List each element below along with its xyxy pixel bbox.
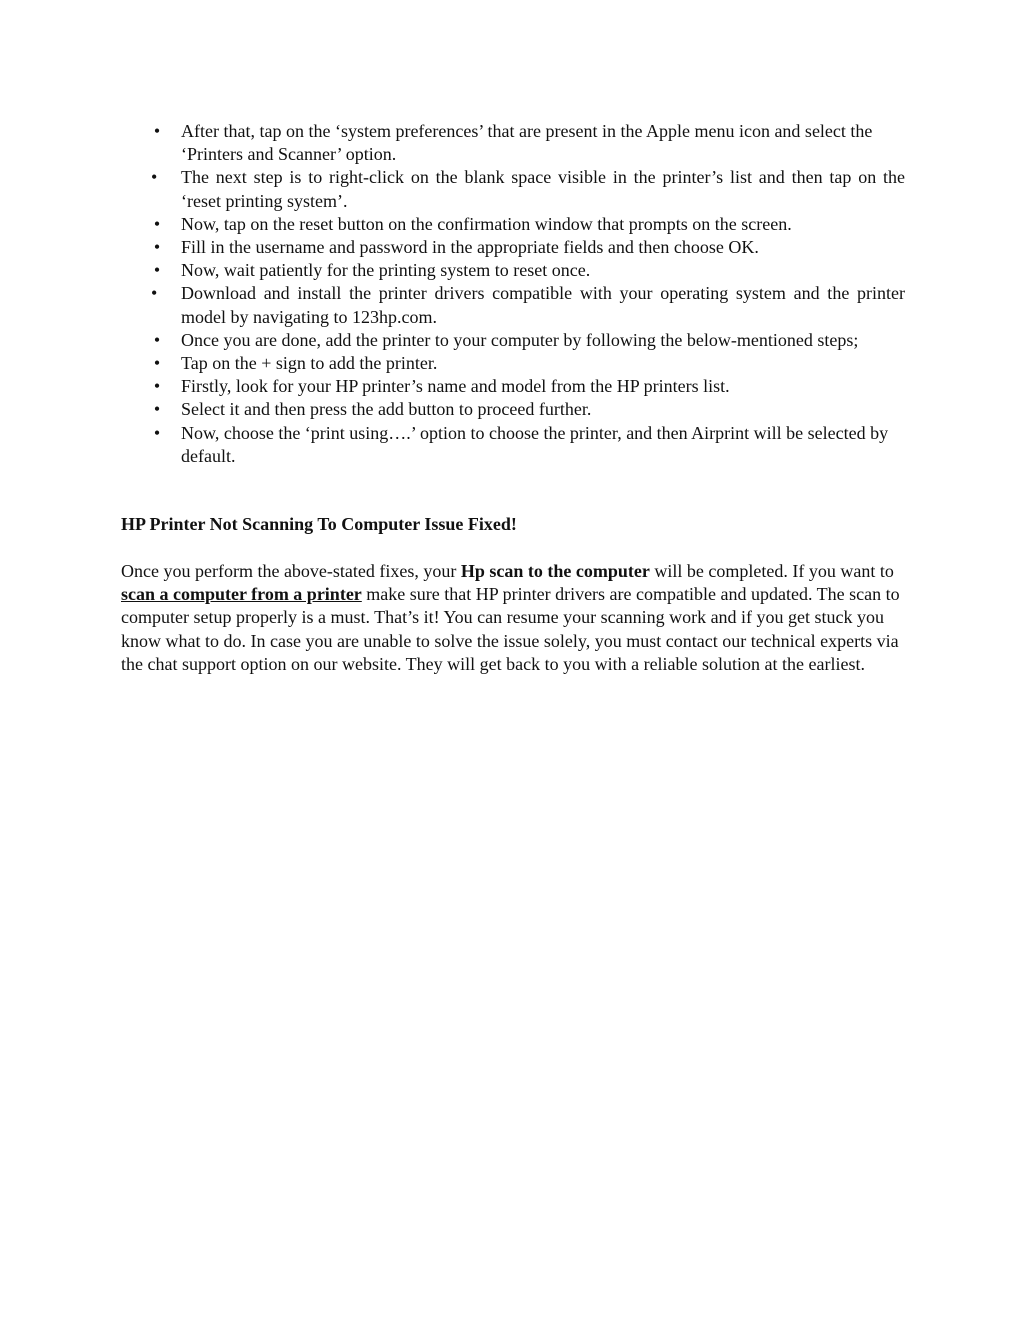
step-text: Now, wait patiently for the printing system to reset once. bbox=[181, 260, 591, 281]
step-text: Once you are done, add the printer to your computer by following the below-mentioned steps; bbox=[181, 329, 859, 350]
step-text: After that, tap on the ‘system preferences’ that are present in the Apple menu icon and select the ‘Printers and Scanner’ option. bbox=[181, 121, 873, 165]
steps-list bbox=[151, 120, 905, 468]
bullet-icon: • bbox=[151, 283, 158, 304]
list-item bbox=[153, 259, 905, 282]
step-text: Firstly, look for your HP printer’s name and model from the HP printers list. bbox=[181, 376, 730, 397]
step-text: Select it and then press the add button to proceed further. bbox=[181, 399, 592, 420]
paragraph-text: make sure that HP printer drivers are compatible and updated. The scan to computer setup properly is a must. That’s it! You can resume your scanning work and if you get stuck you know what to do. In case you are unable to solve the issue solely, you must contact our technical experts via the chat support option on our website. They will get back to you with a reliable solution at the earliest. bbox=[121, 584, 900, 674]
list-item bbox=[153, 422, 905, 468]
bullet-icon: • bbox=[153, 353, 161, 374]
scan-link[interactable]: scan a computer from a printer bbox=[121, 584, 362, 605]
bullet-icon: • bbox=[153, 121, 161, 141]
list-item bbox=[153, 398, 905, 421]
step-text: Now, tap on the reset button on the confirmation window that prompts on the screen. bbox=[181, 213, 792, 234]
bullet-icon: • bbox=[151, 167, 158, 188]
step-text: Tap on the + sign to add the printer. bbox=[181, 353, 438, 374]
step-text: Now, choose the ‘print using….’ option to choose the printer, and then Airprint will be selected by default. bbox=[181, 422, 889, 466]
step-text: The next step is to right-click on the blank space visible in the printer’s list and then tap on the ‘reset printing system’. bbox=[181, 167, 905, 211]
list-item bbox=[151, 166, 905, 212]
list-item bbox=[153, 236, 905, 259]
paragraph-text: Once you perform the above-stated fixes, your bbox=[121, 561, 461, 581]
bullet-icon: • bbox=[153, 213, 161, 234]
bold-phrase: Hp scan to the computer bbox=[460, 561, 650, 581]
list-item bbox=[153, 213, 905, 236]
bullet-icon: • bbox=[153, 376, 161, 397]
bullet-icon: • bbox=[153, 237, 161, 258]
bullet-icon: • bbox=[153, 329, 161, 350]
list-item bbox=[153, 329, 905, 352]
bullet-icon: • bbox=[153, 422, 161, 443]
paragraph-text: will be completed. If you want to bbox=[649, 561, 894, 581]
step-text: Fill in the username and password in the appropriate fields and then choose OK. bbox=[181, 237, 759, 258]
bullet-icon: • bbox=[153, 399, 161, 420]
body-paragraph bbox=[121, 560, 905, 676]
bullet-icon: • bbox=[153, 260, 161, 281]
section-heading: HP Printer Not Scanning To Computer Issue Fixed! bbox=[121, 514, 517, 534]
list-item bbox=[151, 282, 905, 328]
list-item bbox=[153, 352, 905, 375]
list-item bbox=[153, 375, 905, 398]
step-text: Download and install the printer drivers compatible with your operating system and the printer model by navigating to 123hp.com. bbox=[181, 283, 905, 327]
list-item bbox=[153, 120, 905, 166]
